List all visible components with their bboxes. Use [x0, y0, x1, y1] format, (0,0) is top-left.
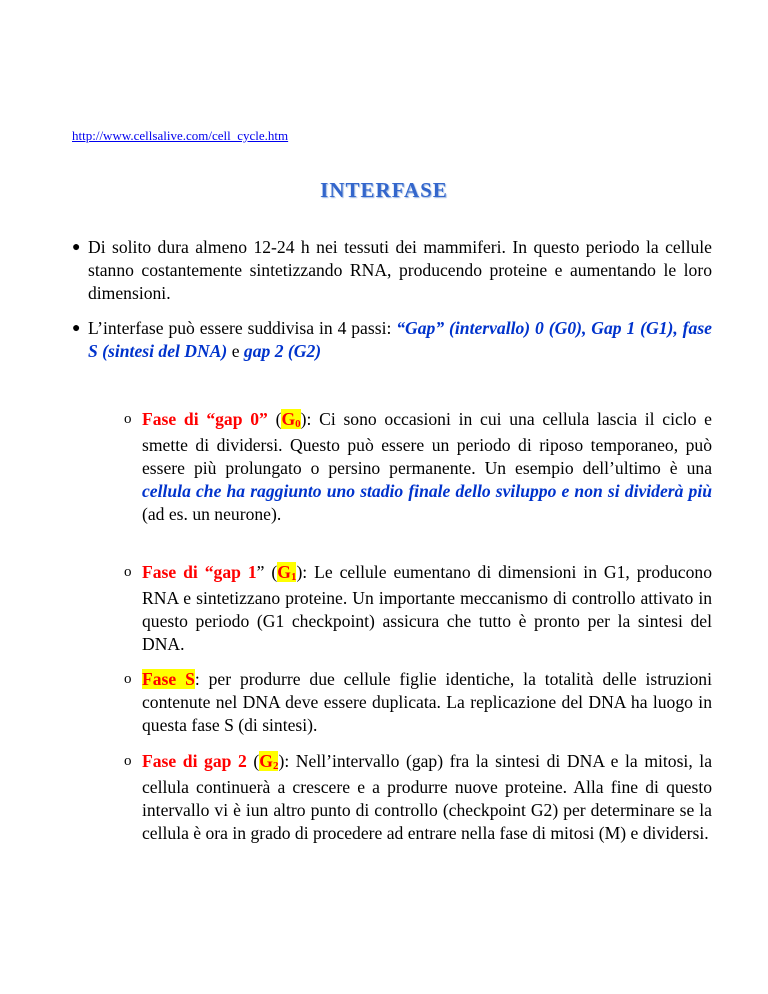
bullet-text	[88, 317, 712, 363]
phase-badge-index: 1	[290, 571, 297, 583]
phase-description: ): Le cellule eumentano di dimensioni in G1, producono RNA e sintetizzano proteine. Un importante meccanismo di controllo attivato in questo periodo (G1 checkpoint) assicura che tutto è pronto per la sintesi del DNA.	[142, 562, 712, 654]
subitem-s-phase	[124, 668, 712, 737]
phases-emphasis-g2: gap 2 (G2)	[243, 341, 322, 361]
page-title: INTERFASE	[320, 178, 448, 202]
phase-description: : per produrre due cellule figlie identiche, la totalità delle istruzioni contenute nel DNA deve essere duplicata. La replicazione del DNA ha luogo in questa fase S (di sintesi).	[142, 669, 712, 735]
phase-description: ): Ci sono occasioni in cui una cellula lascia il ciclo e smette di dividersi. Questo può essere un periodo di riposo temporaneo, può essere più prolungato o persino permanente. Un esempio dell’ultimo è una	[142, 409, 712, 478]
phase-badge-index: 2	[272, 760, 279, 772]
circle-bullet-icon: o	[124, 671, 132, 687]
subitem-text	[142, 750, 712, 845]
source-link[interactable]: http://www.cellsalive.com/cell_cycle.htm	[72, 128, 289, 143]
phase-tail: (ad es. un neurone).	[142, 504, 282, 524]
bullet-dot-icon: ●	[72, 321, 81, 336]
bullet-dot-icon: ●	[72, 240, 81, 255]
phases-emphasis: “Gap” (intervallo) 0 (G0), Gap 1 (G1), fase S (sintesi del DNA)	[88, 318, 712, 361]
phase-badge	[277, 562, 296, 582]
phase-label: Fase di “gap 1	[142, 562, 257, 582]
subitem-text	[142, 668, 712, 737]
bullet-item-duration	[74, 236, 712, 305]
paren-open: (	[264, 562, 278, 582]
phase-label: Fase di gap 2	[142, 751, 247, 771]
subitem-text	[142, 561, 712, 656]
phase-badge-index: 0	[295, 418, 301, 430]
phase-badge	[259, 751, 278, 771]
paren-open: (	[246, 751, 260, 771]
phase-label: Fase di “gap 0”	[142, 409, 268, 429]
phase-badge	[281, 409, 300, 429]
subitem-gap0	[124, 408, 712, 526]
circle-bullet-icon: o	[124, 411, 132, 427]
quote-close: ”	[256, 562, 265, 582]
phase-badge-letter: G	[277, 562, 291, 582]
circle-bullet-icon: o	[124, 753, 132, 769]
bullet-conjunction: e	[227, 341, 244, 361]
bullet-intro: L’interfase può essere suddivisa in 4 passi:	[88, 318, 397, 338]
subitem-text	[142, 408, 712, 526]
bullet-item-phases	[74, 317, 712, 363]
phase-badge-letter: G	[281, 409, 296, 429]
paren-open: (	[267, 409, 282, 429]
bullet-text: Di solito dura almeno 12-24 h nei tessuti dei mammiferi. In questo periodo la cellule stanno costantemente sintetizzando RNA, producendo proteine e aumentando le loro dimensioni.	[88, 237, 712, 303]
circle-bullet-icon: o	[124, 564, 132, 580]
phase-badge: Fase S	[142, 669, 195, 689]
phase-emphasis: cellula che ha raggiunto uno stadio finale dello sviluppo e non si dividerà più	[142, 481, 712, 501]
subitem-gap2	[124, 750, 712, 845]
subitem-gap1	[124, 561, 712, 656]
phase-badge-letter: G	[259, 751, 273, 771]
phase-description: ): Nell’intervallo (gap) fra la sintesi di DNA e la mitosi, la cellula continuerà a crescere e a produrre nuove proteine. Alla fine di questo intervallo vi è iun altro punto di controllo (checkpoint G2) per determinare se la cellula è ora in grado di procedere ad entrare nella fase di mitosi (M) e dividersi.	[142, 751, 712, 843]
